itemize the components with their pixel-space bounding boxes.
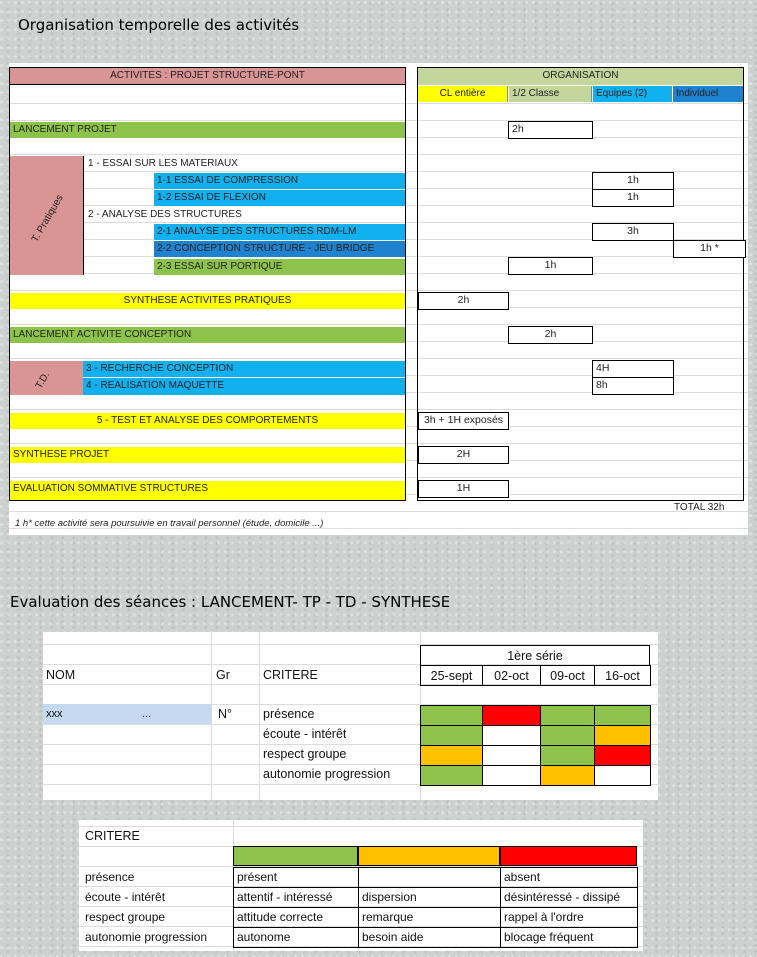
legend-row-label: présence	[85, 870, 135, 884]
row-flexion: 1-2 ESSAI DE FLEXION	[154, 190, 405, 206]
row-evaluation: EVALUATION SOMMATIVE STRUCTURES	[10, 481, 405, 500]
val-recherche: 4H	[592, 360, 674, 378]
page-title: Organisation temporelle des activités	[18, 16, 300, 34]
col-demi-classe: 1/2 Classe	[509, 86, 592, 102]
val-maquette: 8h	[592, 377, 674, 395]
row-test: 5 - TEST ET ANALYSE DES COMPORTEMENTS	[10, 413, 405, 429]
criterion-label: respect groupe	[263, 747, 347, 761]
rating-cell	[594, 745, 651, 766]
row-synthese-projet: SYNTHESE PROJET	[10, 447, 405, 463]
grid-line	[9, 511, 748, 512]
legend-orange-text: dispersion	[358, 887, 501, 908]
row-maquette: 4 - REALISATION MAQUETTE	[83, 378, 405, 395]
criterion-label: autonomie progression	[263, 767, 391, 781]
row-essai-materiaux: 1 - ESSAI SUR LES MATERIAUX	[88, 158, 238, 169]
rating-cell	[540, 725, 595, 746]
legend-row-label: écoute - intérêt	[85, 890, 166, 904]
val-test: 3h + 1H exposés	[418, 412, 509, 430]
rating-cell	[594, 705, 651, 726]
legend-sheet	[79, 820, 643, 951]
val-flexion: 1h	[592, 189, 674, 207]
val-lancement: 2h	[508, 121, 593, 139]
row-portique: 2-3 ESSAI SUR PORTIQUE	[154, 259, 405, 275]
grid-line	[211, 632, 212, 800]
col-individuel: Individuel	[673, 86, 743, 102]
criterion-label: présence	[263, 707, 315, 721]
rating-cell	[482, 705, 541, 726]
val-bridge: 1h *	[673, 240, 746, 258]
col-gr: Gr	[216, 668, 230, 682]
legend-red-text: rappel à l'ordre	[500, 907, 638, 928]
rating-cell	[594, 725, 651, 746]
legend-green-text: attentif - intéressé	[233, 887, 359, 908]
side-tp-label: T. Pratiques	[29, 192, 66, 245]
val-synthese-pratiques: 2h	[418, 292, 509, 310]
section-title-sessions: LANCEMENT- TP - TD - SYNTHESE	[200, 593, 451, 611]
rating-cell	[482, 745, 541, 766]
rating-cell	[482, 765, 541, 786]
student-highlight	[43, 704, 211, 724]
rating-cell	[540, 705, 595, 726]
row-synthese-pratiques: SYNTHESE ACTIVITES PRATIQUES	[10, 293, 405, 309]
legend-orange	[358, 846, 500, 866]
rating-cell	[540, 765, 595, 786]
row-lancement-projet: LANCEMENT PROJET	[10, 122, 405, 138]
student-num: N°	[218, 707, 233, 721]
rating-cell	[540, 745, 595, 766]
legend-row-label: autonomie progression	[85, 930, 208, 944]
legend-orange-text: remarque	[358, 907, 501, 928]
row-rdm: 2-1 ANALYSE DES STRUCTURES RDM-LM	[154, 224, 405, 240]
row-bridge: 2-2 CONCEPTION STRUCTURE - JEU BRIDGE	[154, 241, 405, 257]
legend-orange-text	[358, 867, 501, 888]
row-lancement-conception: LANCEMENT ACTIVITE CONCEPTION	[10, 327, 405, 343]
side-tp	[10, 156, 83, 275]
date-header: 02-oct	[482, 665, 541, 686]
section-title	[10, 593, 450, 611]
val-rdm: 3h	[592, 223, 674, 241]
student-name: xxx	[46, 708, 63, 720]
val-portique: 1h	[508, 257, 593, 275]
student-dots: ...	[142, 708, 152, 720]
grid-line	[79, 826, 643, 827]
row-recherche: 3 - RECHERCHE CONCEPTION	[83, 361, 405, 377]
val-evaluation: 1H	[418, 480, 509, 498]
date-header: 25-sept	[420, 665, 483, 686]
organisation-header: ORGANISATION	[418, 68, 743, 85]
side-td-label: T.D.	[33, 369, 53, 391]
row-analyse: 2 - ANALYSE DES STRUCTURES	[88, 209, 242, 220]
col-nom: NOM	[46, 668, 76, 682]
legend-green-text: autonome	[233, 927, 359, 948]
side-td	[10, 361, 83, 395]
date-header: 16-oct	[594, 665, 651, 686]
legend-red-text: blocage fréquent	[500, 927, 638, 948]
legend-orange-text: besoin aide	[358, 927, 501, 948]
col-cl-entiere: CL entière	[418, 86, 508, 102]
footnote: 1 h* cette activité sera poursuivie en travail personnel (étude, domicile ...)	[15, 518, 324, 529]
val-synthese-projet: 2H	[418, 446, 509, 464]
rating-cell	[420, 725, 483, 746]
legend-green-text: présent	[233, 867, 359, 888]
legend-green	[233, 846, 358, 866]
legend-red-text: désintéressé - dissipé	[500, 887, 638, 908]
legend-row-label: respect groupe	[85, 910, 166, 924]
legend-critere: CRITERE	[85, 829, 140, 843]
rating-cell	[420, 745, 483, 766]
row-compression: 1-1 ESSAI DE COMPRESSION	[154, 173, 405, 189]
col-critere: CRITERE	[263, 668, 318, 682]
legend-red-text: absent	[500, 867, 638, 888]
rating-cell	[482, 725, 541, 746]
val-lancement-conception: 2h	[508, 326, 593, 344]
criterion-label: écoute - intérêt	[263, 727, 347, 741]
tp-divider	[83, 156, 84, 275]
serie-header: 1ère série	[420, 645, 650, 666]
planning-sheet	[9, 63, 748, 535]
col-equipes: Equipes (2)	[593, 86, 672, 102]
section-title-prefix: Evaluation des séances :	[10, 593, 201, 611]
total: TOTAL 32h	[674, 502, 725, 513]
activities-header: ACTIVITES : PROJET STRUCTURE-PONT	[10, 68, 405, 85]
rating-cell	[420, 765, 483, 786]
date-header: 09-oct	[540, 665, 595, 686]
rating-cell	[594, 765, 651, 786]
legend-green-text: attitude correcte	[233, 907, 359, 928]
legend-red	[500, 846, 637, 866]
rating-cell	[420, 705, 483, 726]
val-compression: 1h	[592, 172, 674, 190]
evaluation-sheet	[43, 632, 658, 800]
